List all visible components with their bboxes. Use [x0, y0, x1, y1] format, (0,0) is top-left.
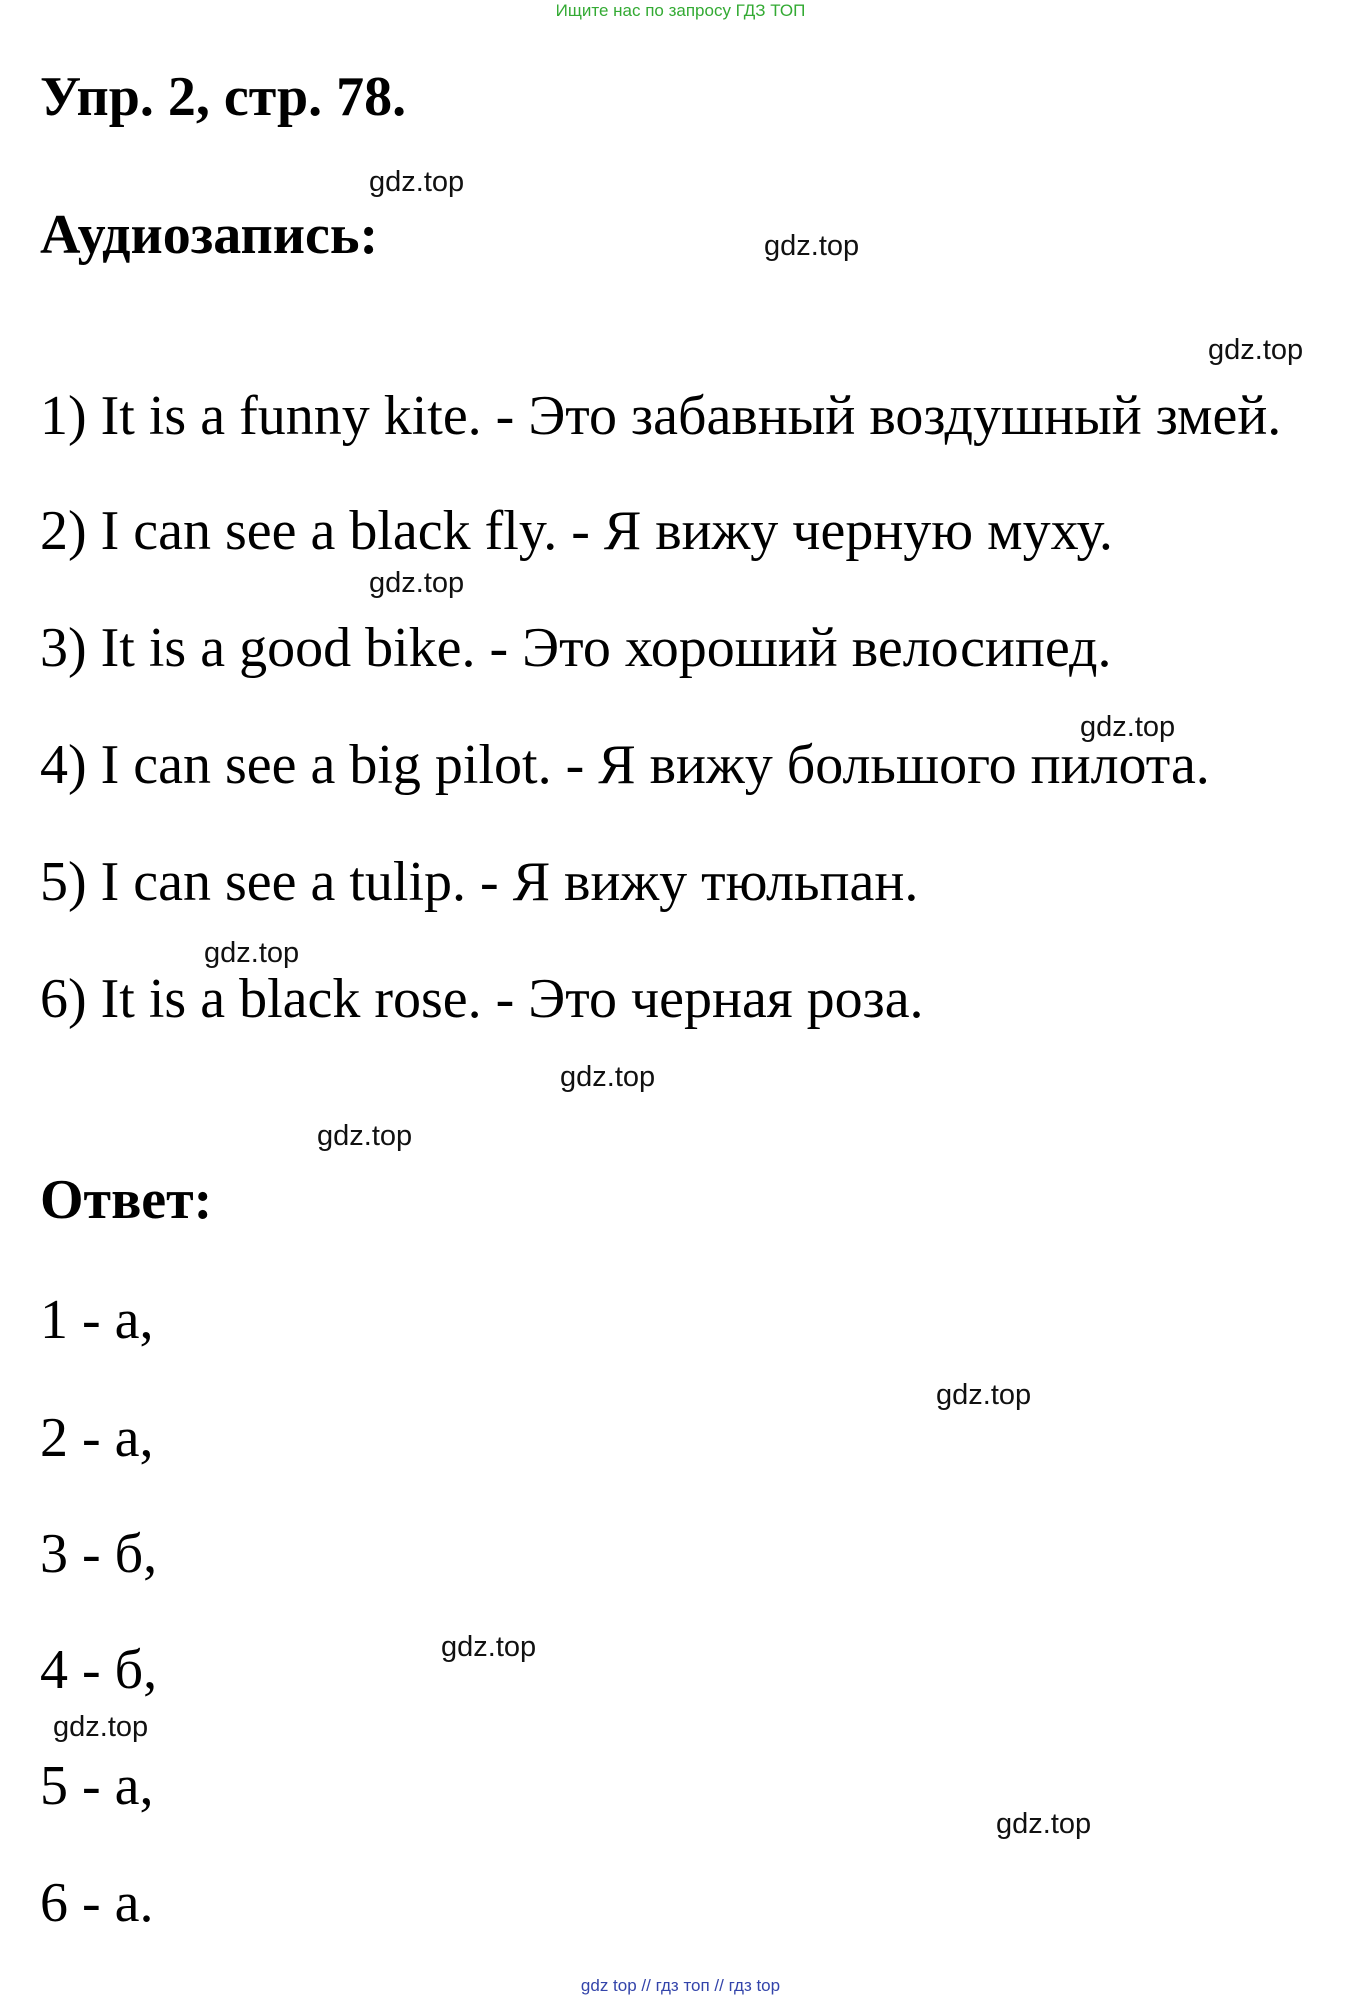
- answer-2: 2 - а,: [40, 1407, 154, 1469]
- answer-6: 6 - а.: [40, 1872, 154, 1934]
- answer-5: 5 - а,: [40, 1755, 154, 1817]
- page-title: Упр. 2, стр. 78.: [40, 66, 407, 128]
- watermark: gdz.top: [441, 1631, 537, 1663]
- answer-1: 1 - а,: [40, 1289, 154, 1351]
- watermark: gdz.top: [369, 567, 465, 599]
- watermark: gdz.top: [1208, 334, 1304, 366]
- footer: gdz top // гдз топ // гдз top: [580, 1976, 781, 1995]
- watermark: gdz.top: [204, 937, 300, 969]
- audio-line-5: 5) I can see a tulip. - Я вижу тюльпан.: [40, 851, 919, 913]
- answer-heading: Ответ:: [40, 1169, 213, 1231]
- watermark: gdz.top: [369, 166, 465, 198]
- audio-line-6: 6) It is a black rose. - Это черная роза.: [40, 968, 924, 1030]
- watermark: gdz.top: [560, 1061, 656, 1093]
- watermark: gdz.top: [317, 1120, 413, 1152]
- watermark: gdz.top: [764, 230, 860, 262]
- answer-4: 4 - б,: [40, 1639, 158, 1701]
- answer-3: 3 - б,: [40, 1523, 158, 1585]
- audio-line-3: 3) It is a good bike. - Это хороший велосипед.: [40, 617, 1112, 679]
- audio-line-4: 4) I can see a big pilot. - Я вижу большого пилота.: [40, 734, 1210, 796]
- audio-line-2: 2) I can see a black fly. - Я вижу черную муху.: [40, 500, 1113, 562]
- watermark: gdz.top: [936, 1379, 1032, 1411]
- audio-line-1: 1) It is a funny kite. - Это забавный воздушный змей.: [40, 385, 1282, 447]
- watermark: gdz.top: [996, 1808, 1092, 1840]
- watermark: gdz.top: [53, 1711, 149, 1743]
- top-banner: Ищите нас по запросу ГДЗ ТОП: [555, 1, 806, 20]
- audio-heading: Аудиозапись:: [40, 204, 379, 266]
- watermark: gdz.top: [1080, 711, 1176, 743]
